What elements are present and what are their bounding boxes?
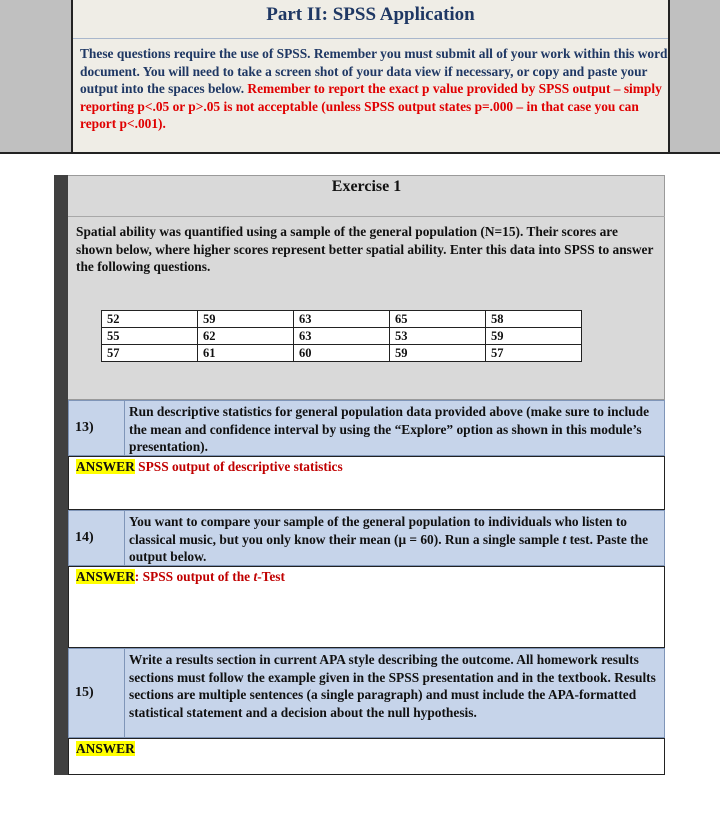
question-14-text-a: You want to compare your sample of the general population to individuals who listen to classical music, but you only know their mean (μ = 60). Run a single sample — [129, 514, 627, 547]
table-cell: 60 — [294, 345, 390, 362]
question-13-text: Run descriptive statistics for general population data provided above (make sure to include the mean and confidence interval by using the “Explore” option as shown in this module’s presentation). — [125, 400, 665, 456]
instructions-warning: Remember to report the exact p value provided by SPSS output – simply reporting p<.05 or p>.05 is not acceptable (unless SPSS output states p=.000 – in that case you can report p<.001). — [80, 81, 662, 132]
answer-13-hint: SPSS output of descriptive statistics — [134, 459, 343, 474]
answer-14-hint-t: t — [253, 569, 258, 584]
exercise-title: Exercise 1 — [331, 178, 402, 195]
table-cell: 59 — [486, 328, 582, 345]
exercise-side-bar — [54, 175, 68, 775]
table-row — [102, 345, 582, 362]
header-right-band — [670, 0, 720, 153]
page-title: Part II: SPSS Application — [266, 4, 475, 25]
question-14-text-b: test. Paste the output below. — [129, 531, 649, 565]
answer-14-hint-b: -Test — [257, 569, 285, 584]
table-cell: 53 — [390, 328, 486, 345]
answer-15-tag: ANSWER — [76, 741, 135, 756]
table-cell: 63 — [294, 311, 390, 328]
exercise-title-divider — [68, 216, 665, 217]
table-cell: 61 — [198, 345, 294, 362]
table-cell: 57 — [102, 345, 198, 362]
header-left-band — [0, 0, 71, 153]
question-14-text — [125, 510, 665, 566]
answer-14-label — [76, 569, 285, 585]
answer-13-tag: ANSWER — [76, 459, 135, 474]
instructions — [80, 45, 668, 133]
instructions-text: These questions require the use of SPSS. Remember you must submit all of your work within this word document. You will need to take a screen shot of your data view if necessary, or copy and paste your output into the spaces below. — [80, 46, 668, 97]
table-row — [102, 311, 582, 328]
answer-15-label — [76, 741, 135, 757]
table-cell: 57 — [486, 345, 582, 362]
header-divider — [0, 152, 720, 154]
question-14-number: 14) — [68, 510, 125, 566]
answer-14-tag: ANSWER — [76, 569, 135, 584]
title-underline — [73, 38, 668, 39]
table-cell: 52 — [102, 311, 198, 328]
table-row — [102, 328, 582, 345]
question-15-number: 15) — [68, 648, 125, 738]
scores-table — [101, 310, 582, 362]
table-cell: 55 — [102, 328, 198, 345]
answer-13-label — [76, 459, 343, 475]
question-13-number: 13) — [68, 400, 125, 456]
table-cell: 63 — [294, 328, 390, 345]
question-14-text-t: t — [562, 531, 567, 547]
table-cell: 65 — [390, 311, 486, 328]
table-cell: 58 — [486, 311, 582, 328]
exercise-intro: Spatial ability was quantified using a sample of the general population (N=15). Their scores are shown below, where higher scores represent better spatial ability. Enter this data into SPSS to answer the following questions. — [76, 224, 654, 275]
answer-15-box[interactable] — [68, 738, 665, 775]
table-cell: 62 — [198, 328, 294, 345]
question-15-text: Write a results section in current APA style describing the outcome. All homework results sections must follow the example given in the SPSS presentation and in the textbook. Results sections are multiple sentences (a single paragraph) and must include the APA-formatted statistical statement and a decision about the null hypothesis. — [125, 648, 665, 738]
table-cell: 59 — [198, 311, 294, 328]
answer-14-hint-a: : SPSS output of the — [134, 569, 254, 584]
table-cell: 59 — [390, 345, 486, 362]
exercise-panel — [68, 175, 665, 400]
